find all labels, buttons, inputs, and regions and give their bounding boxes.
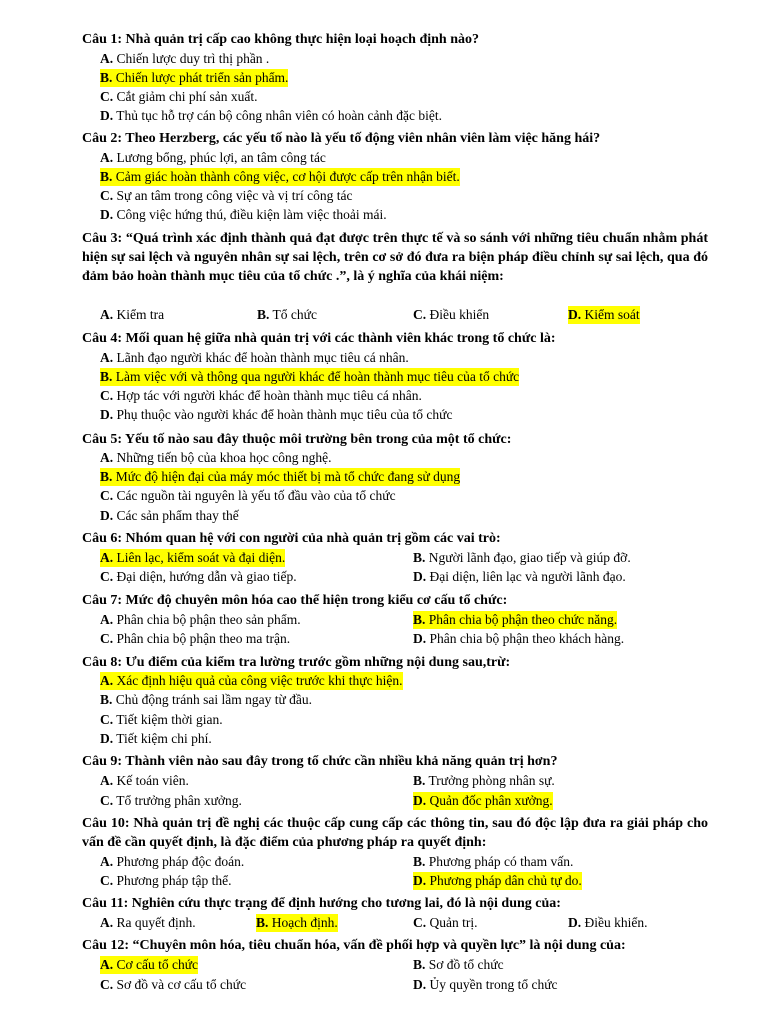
option-text: Phân chia bộ phận theo sản phẩm. bbox=[113, 612, 301, 627]
q10-option-a bbox=[100, 853, 244, 871]
option-letter: D. bbox=[413, 873, 427, 888]
option-text: Tiết kiệm thời gian. bbox=[113, 712, 223, 727]
option-letter: A. bbox=[100, 550, 114, 565]
option-text: Chủ động tránh sai lầm ngay từ đầu. bbox=[112, 692, 313, 707]
option-letter: A. bbox=[100, 673, 114, 688]
option-letter: C. bbox=[413, 307, 427, 322]
option-text: Thủ tục hỗ trợ cán bộ công nhân viên có hoàn cảnh đặc biệt. bbox=[113, 108, 443, 123]
option-text: Chiến lược duy trì thị phần . bbox=[113, 51, 270, 66]
option-text: Các sản phẩm thay thế bbox=[113, 508, 239, 523]
option-text: Đại diện, liên lạc và người lãnh đạo. bbox=[426, 569, 626, 584]
q10-option-c bbox=[100, 872, 231, 890]
question-9: Câu 9: Thành viên nào sau đây trong tổ chức cần nhiều khả năng quản trị hơn? bbox=[82, 754, 558, 769]
q6-option-d bbox=[413, 568, 626, 586]
q2-option-d bbox=[100, 206, 387, 224]
option-letter: C. bbox=[100, 569, 114, 584]
q5-option-a bbox=[100, 449, 332, 467]
option-text: Hợp tác với người khác để hoàn thành mục tiêu cá nhân. bbox=[113, 388, 422, 403]
option-text: Kế toán viên. bbox=[113, 773, 189, 788]
q11-option-c bbox=[413, 914, 478, 932]
q7-option-b-correct bbox=[413, 611, 617, 629]
q9-option-c bbox=[100, 792, 242, 810]
q4-option-a bbox=[100, 349, 409, 367]
option-letter: C. bbox=[100, 188, 114, 203]
option-text: Kiểm soát bbox=[581, 307, 640, 322]
option-text: Mức độ hiện đại của máy móc thiết bị mà tổ chức đang sử dụng bbox=[112, 469, 461, 484]
option-letter: B. bbox=[100, 692, 113, 707]
q3-option-b bbox=[257, 306, 317, 324]
q8-option-a-correct bbox=[100, 672, 403, 690]
q9-option-a bbox=[100, 772, 189, 790]
q2-option-c bbox=[100, 187, 353, 205]
option-letter: C. bbox=[100, 488, 114, 503]
option-text: Kiểm tra bbox=[113, 307, 165, 322]
q4-option-d bbox=[100, 406, 452, 424]
option-letter: A. bbox=[100, 150, 114, 165]
option-text: Trưởng phòng nhân sự. bbox=[425, 773, 555, 788]
option-letter: B. bbox=[413, 773, 426, 788]
option-text: Sơ đồ tổ chức bbox=[425, 957, 504, 972]
q1-option-d bbox=[100, 107, 442, 125]
option-text: Điều khiển. bbox=[581, 915, 648, 930]
question-6: Câu 6: Nhóm quan hệ với con người của nhà quản trị gồm các vai trò: bbox=[82, 531, 501, 546]
option-text: Phân chia bộ phận theo khách hàng. bbox=[426, 631, 625, 646]
option-letter: A. bbox=[100, 307, 114, 322]
option-letter: B. bbox=[100, 70, 113, 85]
q12-option-a-correct bbox=[100, 956, 198, 974]
q12-option-b bbox=[413, 956, 504, 974]
option-text: Sự an tâm trong công việc và vị trí công tác bbox=[113, 188, 353, 203]
option-text: Đại diện, hướng dẫn và giao tiếp. bbox=[113, 569, 297, 584]
q7-option-d bbox=[413, 630, 624, 648]
question-2: Câu 2: Theo Herzberg, các yếu tố nào là yếu tố động viên nhân viên làm việc hăng hái? bbox=[82, 131, 601, 146]
option-text: Các nguồn tài nguyên là yếu tố đầu vào của tổ chức bbox=[113, 488, 396, 503]
option-letter: D. bbox=[568, 307, 582, 322]
option-text: Quản trị. bbox=[426, 915, 478, 930]
q5-option-b-correct bbox=[100, 468, 460, 486]
option-text: Xác định hiệu quả của công việc trước khi thực hiện. bbox=[113, 673, 403, 688]
option-letter: D. bbox=[100, 731, 114, 746]
option-letter: A. bbox=[100, 957, 114, 972]
q5-option-c bbox=[100, 487, 396, 505]
q10-option-d-correct bbox=[413, 872, 582, 890]
q7-option-c bbox=[100, 630, 290, 648]
option-letter: D. bbox=[413, 631, 427, 646]
q11-option-a bbox=[100, 914, 196, 932]
option-text: Cảm giác hoàn thành công việc, cơ hội được cấp trên nhận biết. bbox=[112, 169, 460, 184]
option-letter: D. bbox=[100, 207, 114, 222]
option-letter: A. bbox=[100, 450, 114, 465]
q8-option-d bbox=[100, 730, 212, 748]
option-text: Làm việc với và thông qua người khác để hoàn thành mục tiêu của tổ chức bbox=[112, 369, 520, 384]
option-letter: B. bbox=[100, 369, 113, 384]
option-letter: D. bbox=[413, 793, 427, 808]
option-text: Phương pháp độc đoán. bbox=[113, 854, 245, 869]
option-letter: A. bbox=[100, 51, 114, 66]
option-text: Lương bổng, phúc lợi, an tâm công tác bbox=[113, 150, 326, 165]
question-12: Câu 12: “Chuyên môn hóa, tiêu chuẩn hóa, vấn đề phối hợp và quyền lực” là nội dung của: bbox=[82, 938, 626, 953]
option-text: Điều khiển bbox=[426, 307, 490, 322]
option-letter: B. bbox=[413, 612, 426, 627]
option-text: Phương pháp có tham vấn. bbox=[425, 854, 574, 869]
option-text: Ra quyết định. bbox=[113, 915, 196, 930]
question-8: Câu 8: Ưu điểm của kiểm tra lường trước gồm những nội dung sau,trừ: bbox=[82, 655, 511, 670]
option-letter: C. bbox=[100, 873, 114, 888]
option-letter: B. bbox=[100, 169, 113, 184]
q1-option-a bbox=[100, 50, 269, 68]
q3-option-d-correct bbox=[568, 306, 640, 324]
option-text: Công việc hứng thú, điều kiện làm việc thoải mái. bbox=[113, 207, 387, 222]
option-text: Sơ đồ và cơ cấu tổ chức bbox=[113, 977, 247, 992]
q6-option-c bbox=[100, 568, 297, 586]
q10-option-b bbox=[413, 853, 573, 871]
question-5: Câu 5: Yếu tố nào sau đây thuộc môi trường bên trong của một tổ chức: bbox=[82, 432, 512, 447]
q6-option-a-correct bbox=[100, 549, 285, 567]
option-letter: D. bbox=[100, 108, 114, 123]
option-letter: C. bbox=[100, 388, 114, 403]
option-letter: B. bbox=[413, 957, 426, 972]
option-text: Hoạch định. bbox=[268, 915, 338, 930]
option-text: Chiến lược phát triển sản phẩm. bbox=[112, 70, 289, 85]
q12-option-d bbox=[413, 976, 558, 994]
option-text: Người lãnh đạo, giao tiếp và giúp đỡ. bbox=[425, 550, 631, 565]
option-letter: C. bbox=[100, 712, 114, 727]
question-10: Câu 10: Nhà quản trị đề nghị các thuộc cấp cung cấp các thông tin, sau đó độc lập đưa ra giải pháp cho vấn đề cần quyết định, là đặc điểm của phương pháp ra quyết định: bbox=[82, 816, 708, 850]
option-letter: C. bbox=[413, 915, 427, 930]
option-text: Tổ chức bbox=[269, 307, 317, 322]
option-text: Phương pháp tập thể. bbox=[113, 873, 232, 888]
q2-option-a bbox=[100, 149, 326, 167]
q9-option-d-correct bbox=[413, 792, 553, 810]
q11-option-b-correct bbox=[256, 914, 338, 932]
option-letter: A. bbox=[100, 773, 114, 788]
option-letter: C. bbox=[100, 631, 114, 646]
question-4: Câu 4: Mối quan hệ giữa nhà quản trị với các thành viên khác trong tổ chức là: bbox=[82, 331, 556, 346]
question-1: Câu 1: Nhà quản trị cấp cao không thực hiện loại hoạch định nào? bbox=[82, 32, 479, 47]
option-letter: C. bbox=[100, 89, 114, 104]
question-11: Câu 11: Nghiên cứu thực trạng để định hướng cho tương lai, đó là nội dung của: bbox=[82, 896, 561, 911]
q2-option-b-correct bbox=[100, 168, 460, 186]
option-letter: A. bbox=[100, 350, 114, 365]
option-letter: B. bbox=[413, 550, 426, 565]
option-letter: B. bbox=[413, 854, 426, 869]
option-text: Tiết kiệm chi phí. bbox=[113, 731, 212, 746]
option-letter: B. bbox=[257, 307, 270, 322]
option-letter: B. bbox=[256, 915, 269, 930]
option-letter: D. bbox=[100, 508, 114, 523]
option-text: Ủy quyền trong tổ chức bbox=[426, 977, 558, 992]
q5-option-d bbox=[100, 507, 239, 525]
option-letter: C. bbox=[100, 793, 114, 808]
q3-option-c bbox=[413, 306, 489, 324]
option-text: Phụ thuộc vào người khác để hoàn thành mục tiêu của tổ chức bbox=[113, 407, 453, 422]
option-text: Liên lạc, kiểm soát và đại diện. bbox=[113, 550, 286, 565]
question-7: Câu 7: Mức độ chuyên môn hóa cao thể hiện trong kiểu cơ cấu tổ chức: bbox=[82, 593, 508, 608]
q4-option-b-correct bbox=[100, 368, 519, 386]
q8-option-c bbox=[100, 711, 223, 729]
q7-option-a bbox=[100, 611, 301, 629]
option-text: Cắt giảm chi phí sản xuất. bbox=[113, 89, 258, 104]
q6-option-b bbox=[413, 549, 631, 567]
question-3: Câu 3: “Quá trình xác định thành quả đạt được trên thực tế và so sánh với những tiêu chuẩn nhằm phát hiện sự sai lệch và nguyên nhân sự sai lệch, trên cơ sở đó đưa ra biện pháp điều chỉnh sự sai lệch, qua đó đảm bảo hoàn thành mục tiêu của tổ chức .”, là ý nghĩa của khái niệm: bbox=[82, 231, 708, 284]
option-text: Cơ cấu tổ chức bbox=[113, 957, 199, 972]
option-text: Tổ trưởng phân xưởng. bbox=[113, 793, 242, 808]
q11-option-d bbox=[568, 914, 648, 932]
option-text: Phân chia bộ phận theo chức năng. bbox=[425, 612, 618, 627]
q1-option-b-correct bbox=[100, 69, 288, 87]
option-letter: C. bbox=[100, 977, 114, 992]
option-text: Phương pháp dân chủ tự do. bbox=[426, 873, 582, 888]
q8-option-b bbox=[100, 691, 312, 709]
option-letter: D. bbox=[413, 977, 427, 992]
option-letter: D. bbox=[413, 569, 427, 584]
option-letter: D. bbox=[568, 915, 582, 930]
option-letter: A. bbox=[100, 915, 114, 930]
option-text: Phân chia bộ phận theo ma trận. bbox=[113, 631, 291, 646]
q1-option-c bbox=[100, 88, 257, 106]
q3-option-a bbox=[100, 306, 164, 324]
option-letter: D. bbox=[100, 407, 114, 422]
option-text: Lãnh đạo người khác để hoàn thành mục tiêu cá nhân. bbox=[113, 350, 409, 365]
option-letter: A. bbox=[100, 612, 114, 627]
option-text: Quản đốc phân xưởng. bbox=[426, 793, 553, 808]
option-letter: B. bbox=[100, 469, 113, 484]
q4-option-c bbox=[100, 387, 422, 405]
option-text: Những tiến bộ của khoa học công nghệ. bbox=[113, 450, 332, 465]
q9-option-b bbox=[413, 772, 555, 790]
option-letter: A. bbox=[100, 854, 114, 869]
q12-option-c bbox=[100, 976, 246, 994]
